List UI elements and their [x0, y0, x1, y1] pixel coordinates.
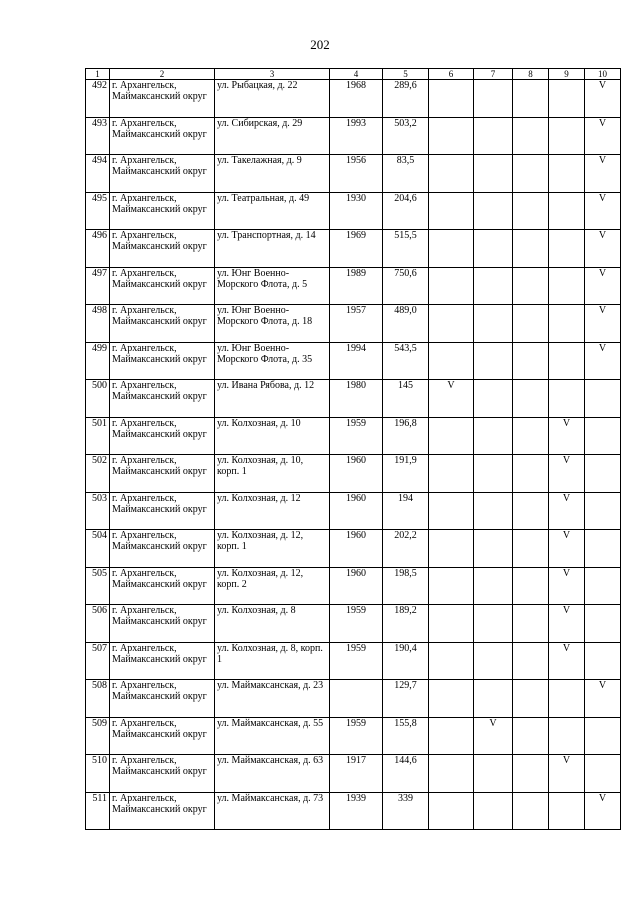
year-built-cell: 1994 [330, 342, 383, 380]
street-address-cell: ул. Рыбацкая, д. 22 [215, 80, 330, 118]
locality-cell: г. Архангельск, Маймаксанский округ [110, 417, 215, 455]
column-header: 10 [585, 69, 621, 80]
row-number-cell: 494 [86, 155, 110, 193]
street-address-cell: ул. Юнг Военно-Морского Флота, д. 5 [215, 267, 330, 305]
street-address-cell: ул. Колхозная, д. 12, корп. 1 [215, 530, 330, 568]
year-built-cell [330, 680, 383, 718]
year-built-cell: 1959 [330, 417, 383, 455]
area-cell: 489,0 [383, 305, 429, 343]
street-address-cell: ул. Колхозная, д. 10 [215, 417, 330, 455]
area-cell: 543,5 [383, 342, 429, 380]
column-header: 9 [549, 69, 585, 80]
mark-cell-9: V [549, 605, 585, 643]
mark-cell-10 [585, 530, 621, 568]
mark-cell-7 [474, 530, 513, 568]
street-address-cell: ул. Колхозная, д. 8, корп. 1 [215, 642, 330, 680]
year-built-cell: 1969 [330, 230, 383, 268]
column-header: 4 [330, 69, 383, 80]
mark-cell-8 [513, 117, 549, 155]
locality-cell: г. Архангельск, Маймаксанский округ [110, 80, 215, 118]
table-row [86, 755, 621, 793]
mark-cell-6 [429, 680, 474, 718]
mark-cell-9 [549, 380, 585, 418]
mark-cell-10 [585, 642, 621, 680]
row-number-cell: 504 [86, 530, 110, 568]
mark-cell-10 [585, 605, 621, 643]
row-number-cell: 492 [86, 80, 110, 118]
year-built-cell: 1956 [330, 155, 383, 193]
mark-cell-8 [513, 80, 549, 118]
row-number-cell: 497 [86, 267, 110, 305]
locality-cell: г. Архангельск, Маймаксанский округ [110, 755, 215, 793]
locality-cell: г. Архангельск, Маймаксанский округ [110, 717, 215, 755]
mark-cell-7 [474, 267, 513, 305]
mark-cell-8 [513, 305, 549, 343]
mark-cell-6 [429, 230, 474, 268]
table-row [86, 80, 621, 118]
locality-cell: г. Архангельск, Маймаксанский округ [110, 192, 215, 230]
area-cell: 289,6 [383, 80, 429, 118]
year-built-cell: 1930 [330, 192, 383, 230]
mark-cell-10: V [585, 230, 621, 268]
mark-cell-6 [429, 417, 474, 455]
mark-cell-6 [429, 567, 474, 605]
mark-cell-8 [513, 530, 549, 568]
mark-cell-7 [474, 192, 513, 230]
mark-cell-6 [429, 342, 474, 380]
mark-cell-9: V [549, 755, 585, 793]
row-number-cell: 506 [86, 605, 110, 643]
column-number-row [86, 69, 621, 80]
mark-cell-8 [513, 155, 549, 193]
street-address-cell: ул. Юнг Военно-Морского Флота, д. 18 [215, 305, 330, 343]
table-row [86, 680, 621, 718]
area-cell: 503,2 [383, 117, 429, 155]
area-cell: 515,5 [383, 230, 429, 268]
mark-cell-9 [549, 792, 585, 830]
mark-cell-9 [549, 267, 585, 305]
mark-cell-6 [429, 455, 474, 493]
row-number-cell: 495 [86, 192, 110, 230]
table-row [86, 717, 621, 755]
mark-cell-10 [585, 755, 621, 793]
mark-cell-7 [474, 455, 513, 493]
table-row [86, 342, 621, 380]
mark-cell-7 [474, 792, 513, 830]
row-number-cell: 507 [86, 642, 110, 680]
mark-cell-6 [429, 530, 474, 568]
mark-cell-7 [474, 117, 513, 155]
locality-cell: г. Архангельск, Маймаксанский округ [110, 642, 215, 680]
year-built-cell: 1989 [330, 267, 383, 305]
area-cell: 339 [383, 792, 429, 830]
mark-cell-6 [429, 192, 474, 230]
mark-cell-8 [513, 492, 549, 530]
locality-cell: г. Архангельск, Маймаксанский округ [110, 155, 215, 193]
locality-cell: г. Архангельск, Маймаксанский округ [110, 342, 215, 380]
mark-cell-6 [429, 642, 474, 680]
column-header: 1 [86, 69, 110, 80]
row-number-cell: 511 [86, 792, 110, 830]
mark-cell-10 [585, 567, 621, 605]
mark-cell-10: V [585, 792, 621, 830]
row-number-cell: 510 [86, 755, 110, 793]
area-cell: 129,7 [383, 680, 429, 718]
mark-cell-9 [549, 680, 585, 718]
mark-cell-7 [474, 342, 513, 380]
row-number-cell: 503 [86, 492, 110, 530]
mark-cell-10 [585, 455, 621, 493]
table-row [86, 642, 621, 680]
mark-cell-9: V [549, 455, 585, 493]
mark-cell-8 [513, 230, 549, 268]
mark-cell-9 [549, 155, 585, 193]
mark-cell-8 [513, 642, 549, 680]
table-row [86, 605, 621, 643]
street-address-cell: ул. Маймаксанская, д. 63 [215, 755, 330, 793]
year-built-cell: 1959 [330, 642, 383, 680]
locality-cell: г. Архангельск, Маймаксанский округ [110, 792, 215, 830]
table-row [86, 792, 621, 830]
area-cell: 189,2 [383, 605, 429, 643]
locality-cell: г. Архангельск, Маймаксанский округ [110, 230, 215, 268]
street-address-cell: ул. Колхозная, д. 8 [215, 605, 330, 643]
mark-cell-6 [429, 755, 474, 793]
year-built-cell: 1960 [330, 530, 383, 568]
column-header: 7 [474, 69, 513, 80]
year-built-cell: 1968 [330, 80, 383, 118]
mark-cell-9: V [549, 567, 585, 605]
street-address-cell: ул. Сибирская, д. 29 [215, 117, 330, 155]
locality-cell: г. Архангельск, Маймаксанский округ [110, 455, 215, 493]
table-row [86, 155, 621, 193]
street-address-cell: ул. Маймаксанская, д. 55 [215, 717, 330, 755]
year-built-cell: 1960 [330, 455, 383, 493]
mark-cell-10 [585, 380, 621, 418]
mark-cell-6 [429, 605, 474, 643]
mark-cell-10: V [585, 305, 621, 343]
mark-cell-8 [513, 792, 549, 830]
mark-cell-7 [474, 80, 513, 118]
locality-cell: г. Архангельск, Маймаксанский округ [110, 267, 215, 305]
year-built-cell: 1960 [330, 567, 383, 605]
mark-cell-7 [474, 305, 513, 343]
table-row [86, 305, 621, 343]
mark-cell-8 [513, 680, 549, 718]
street-address-cell: ул. Юнг Военно-Морского Флота, д. 35 [215, 342, 330, 380]
street-address-cell: ул. Колхозная, д. 12, корп. 2 [215, 567, 330, 605]
mark-cell-9 [549, 305, 585, 343]
table-row [86, 267, 621, 305]
mark-cell-10: V [585, 155, 621, 193]
column-header: 6 [429, 69, 474, 80]
area-cell: 204,6 [383, 192, 429, 230]
area-cell: 145 [383, 380, 429, 418]
locality-cell: г. Архангельск, Маймаксанский округ [110, 567, 215, 605]
mark-cell-10 [585, 492, 621, 530]
locality-cell: г. Архангельск, Маймаксанский округ [110, 680, 215, 718]
row-number-cell: 509 [86, 717, 110, 755]
mark-cell-8 [513, 455, 549, 493]
locality-cell: г. Архангельск, Маймаксанский округ [110, 492, 215, 530]
mark-cell-7 [474, 642, 513, 680]
table-row [86, 492, 621, 530]
street-address-cell: ул. Маймаксанская, д. 23 [215, 680, 330, 718]
mark-cell-6 [429, 792, 474, 830]
row-number-cell: 498 [86, 305, 110, 343]
year-built-cell: 1957 [330, 305, 383, 343]
row-number-cell: 499 [86, 342, 110, 380]
column-header: 3 [215, 69, 330, 80]
street-address-cell: ул. Колхозная, д. 12 [215, 492, 330, 530]
mark-cell-9 [549, 717, 585, 755]
mark-cell-9: V [549, 530, 585, 568]
year-built-cell: 1917 [330, 755, 383, 793]
mark-cell-8 [513, 417, 549, 455]
area-cell: 202,2 [383, 530, 429, 568]
mark-cell-9 [549, 80, 585, 118]
mark-cell-8 [513, 567, 549, 605]
mark-cell-7 [474, 492, 513, 530]
mark-cell-8 [513, 267, 549, 305]
mark-cell-6 [429, 117, 474, 155]
area-cell: 196,8 [383, 417, 429, 455]
page-number: 202 [310, 37, 330, 52]
mark-cell-9: V [549, 642, 585, 680]
year-built-cell: 1959 [330, 605, 383, 643]
mark-cell-9: V [549, 492, 585, 530]
row-number-cell: 493 [86, 117, 110, 155]
row-number-cell: 508 [86, 680, 110, 718]
street-address-cell: ул. Ивана Рябова, д. 12 [215, 380, 330, 418]
mark-cell-10: V [585, 342, 621, 380]
street-address-cell: ул. Колхозная, д. 10, корп. 1 [215, 455, 330, 493]
mark-cell-10: V [585, 80, 621, 118]
table-row [86, 567, 621, 605]
area-cell: 194 [383, 492, 429, 530]
mark-cell-6 [429, 492, 474, 530]
mark-cell-6 [429, 267, 474, 305]
street-address-cell: ул. Транспортная, д. 14 [215, 230, 330, 268]
mark-cell-7 [474, 567, 513, 605]
mark-cell-10 [585, 417, 621, 455]
mark-cell-10 [585, 717, 621, 755]
mark-cell-6 [429, 717, 474, 755]
year-built-cell: 1960 [330, 492, 383, 530]
row-number-cell: 502 [86, 455, 110, 493]
table-row [86, 455, 621, 493]
mark-cell-6 [429, 155, 474, 193]
mark-cell-7 [474, 230, 513, 268]
column-header: 2 [110, 69, 215, 80]
mark-cell-9: V [549, 417, 585, 455]
mark-cell-8 [513, 380, 549, 418]
mark-cell-9 [549, 192, 585, 230]
mark-cell-9 [549, 117, 585, 155]
locality-cell: г. Архангельск, Маймаксанский округ [110, 305, 215, 343]
street-address-cell: ул. Такелажная, д. 9 [215, 155, 330, 193]
mark-cell-8 [513, 192, 549, 230]
area-cell: 155,8 [383, 717, 429, 755]
mark-cell-6 [429, 80, 474, 118]
column-header: 5 [383, 69, 429, 80]
table-row [86, 192, 621, 230]
locality-cell: г. Архангельск, Маймаксанский округ [110, 117, 215, 155]
mark-cell-7 [474, 680, 513, 718]
area-cell: 750,6 [383, 267, 429, 305]
area-cell: 83,5 [383, 155, 429, 193]
mark-cell-7: V [474, 717, 513, 755]
area-cell: 144,6 [383, 755, 429, 793]
row-number-cell: 496 [86, 230, 110, 268]
row-number-cell: 505 [86, 567, 110, 605]
mark-cell-10: V [585, 192, 621, 230]
mark-cell-7 [474, 755, 513, 793]
row-number-cell: 500 [86, 380, 110, 418]
area-cell: 198,5 [383, 567, 429, 605]
mark-cell-9 [549, 342, 585, 380]
year-built-cell: 1959 [330, 717, 383, 755]
area-cell: 190,4 [383, 642, 429, 680]
year-built-cell: 1939 [330, 792, 383, 830]
mark-cell-7 [474, 605, 513, 643]
row-number-cell: 501 [86, 417, 110, 455]
locality-cell: г. Архангельск, Маймаксанский округ [110, 380, 215, 418]
mark-cell-8 [513, 755, 549, 793]
area-cell: 191,9 [383, 455, 429, 493]
table-row [86, 117, 621, 155]
mark-cell-10: V [585, 267, 621, 305]
mark-cell-7 [474, 380, 513, 418]
mark-cell-8 [513, 717, 549, 755]
mark-cell-10: V [585, 117, 621, 155]
table-row [86, 530, 621, 568]
street-address-cell: ул. Театральная, д. 49 [215, 192, 330, 230]
table-row [86, 417, 621, 455]
year-built-cell: 1993 [330, 117, 383, 155]
column-header: 8 [513, 69, 549, 80]
mark-cell-7 [474, 417, 513, 455]
mark-cell-8 [513, 605, 549, 643]
year-built-cell: 1980 [330, 380, 383, 418]
mark-cell-7 [474, 155, 513, 193]
mark-cell-6 [429, 305, 474, 343]
table-row [86, 380, 621, 418]
street-address-cell: ул. Маймаксанская, д. 73 [215, 792, 330, 830]
mark-cell-8 [513, 342, 549, 380]
locality-cell: г. Архангельск, Маймаксанский округ [110, 530, 215, 568]
mark-cell-6: V [429, 380, 474, 418]
housing-registry-table [85, 68, 621, 830]
locality-cell: г. Архангельск, Маймаксанский округ [110, 605, 215, 643]
mark-cell-9 [549, 230, 585, 268]
mark-cell-10: V [585, 680, 621, 718]
table-row [86, 230, 621, 268]
